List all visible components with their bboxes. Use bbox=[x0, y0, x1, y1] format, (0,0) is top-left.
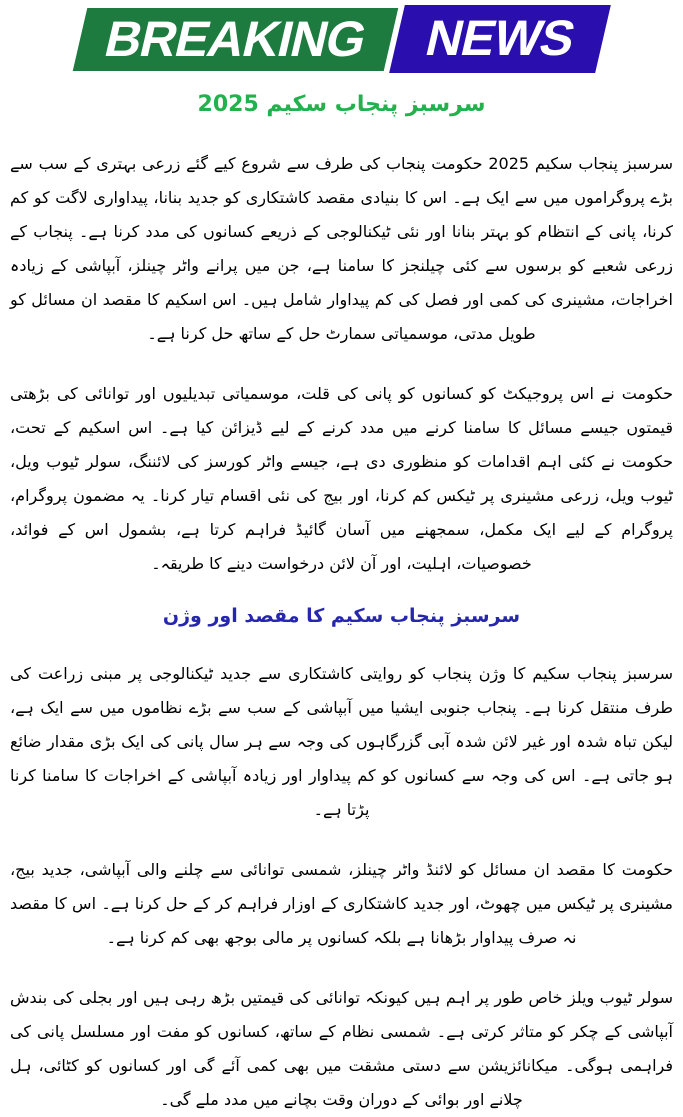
breaking-banner-segment: BREAKING bbox=[72, 8, 397, 71]
paragraph-vision: سرسبز پنجاب سکیم کا وژن پنجاب کو روایتی کاشتکاری سے جدید ٹیکنالوجی پر مبنی زراعت کی طرف منتقل کرنا ہے۔ پنجاب جنوبی ایشیا میں آبپاشی کے سب سے بڑے نظاموں میں سے ایک ہے، لیکن تباہ شدہ اور غیر لائن شدہ آبی گزرگاہوں کی وجہ سے ہر سال پانی کی ایک بڑی مقدار ضائع ہو جاتی ہے۔ اس کی وجہ سے کسانوں کو کم پیداوار اور زیادہ آبپاشی کے اخراجات کا سامنا کرنا پڑتا ہے۔ bbox=[10, 664, 673, 819]
paragraph-scheme-intro: سرسبز پنجاب سکیم 2025 حکومت پنجاب کی طرف سے شروع کیے گئے زرعی بہتری کے سب سے بڑے پروگراموں میں سے ایک ہے۔ اس کا بنیادی مقصد کاشتکاری کو جدید بنانا، پیداواری لاگت کو کم کرنا، پانی کے انتظام کو بہتر بنانا اور نئی ٹیکنالوجی کے ذریعے کسانوں کی مدد کرنا ہے۔ پنجاب کے زرعی شعبے کو برسوں سے کئی چیلنجز کا سامنا ہے، جن میں پرانے واٹر چینلز، آبپاشی کے زیادہ اخراجات، مشینری کی کمی اور فصل کی کم پیداوار شامل ہیں۔ اس اسکیم کا مقصد ان مسائل کو طویل مدتی، موسمیاتی سمارٹ حل کے ساتھ حل کرنا ہے۔ bbox=[10, 154, 673, 343]
article-body bbox=[0, 141, 683, 1117]
page-title: سرسبز پنجاب سکیم 2025 bbox=[197, 92, 486, 117]
breaking-news-banner bbox=[0, 0, 683, 76]
section-heading-purpose-vision: سرسبز پنجاب سکیم کا مقصد اور وژن bbox=[162, 605, 521, 627]
paragraph-solar-tubewells: سولر ٹیوب ویلز خاص طور پر اہم ہیں کیونکہ توانائی کی قیمتیں بڑھ رہی ہیں اور بجلی کی بندش آبپاشی کے چکر کو متاثر کرتی ہے۔ شمسی نظام کے ساتھ، کسانوں کو مفت اور مسلسل پانی کی فراہمی ہوگی۔ میکانائزیشن سے دستی مشقت میں بھی کمی آئے گی اور کسانوں کو کٹائی، ہل چلانے اور بوائی کے دوران وقت بچانے میں مدد ملے گی۔ bbox=[10, 988, 673, 1109]
paragraph-scheme-design: حکومت نے اس پروجیکٹ کو کسانوں کو پانی کی قلت، موسمیاتی تبدیلیوں اور توانائی کی بڑھتی قیمتوں جیسے مسائل کا سامنا کرنے میں مدد کرنے کے لیے ڈیزائن کیا ہے۔ اس اسکیم کے تحت، حکومت نے کئی اہم اقدامات کو منظوری دی ہے، جیسے واٹر کورسز کی لائننگ، سولر ٹیوب ویل، ٹیوب ویل، زرعی مشینری پر ٹیکس کم کرنا، اور بیج کی نئی اقسام تیار کرنا۔ یہ مضمون پروگرام، پروگرام کے لیے ایک مکمل، سمجھنے میں آسان گائیڈ فراہم کرتا ہے، بشمول اس کے فوائد، خصوصیات، اہلیت، اور آن لائن درخواست دینے کا طریقہ۔ bbox=[10, 384, 674, 573]
paragraph-solutions: حکومت کا مقصد ان مسائل کو لائنڈ واٹر چینلز، شمسی توانائی سے چلنے والی آبپاشی، جدید بیج، مشینری پر ٹیکس میں چھوٹ، اور جدید کاشتکاری کے اوزار فراہم کر کے حل کرنا ہے۔ اس کا مقصد نہ صرف پیداوار بڑھانا ہے بلکہ کسانوں پر مالی بوجھ بھی کم کرنا ہے۔ bbox=[10, 860, 673, 947]
news-banner-segment: NEWS bbox=[389, 5, 611, 73]
